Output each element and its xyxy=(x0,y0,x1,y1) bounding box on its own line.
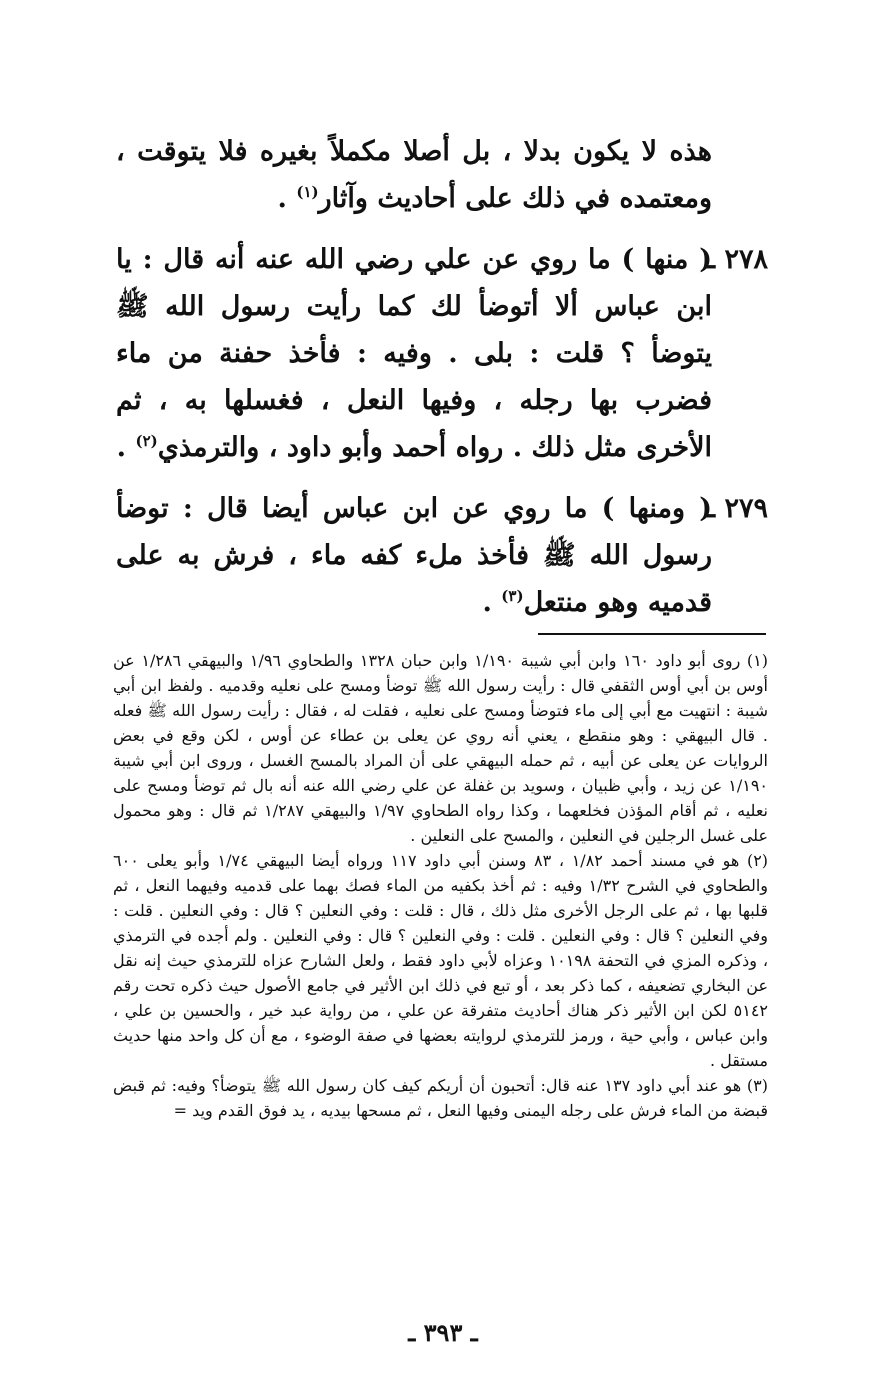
intro-text: هذه لا يكون بدلا ، بل أصلا مكملاً بغيره فلا يتوقت ، ومعتمده في ذلك على أحاديث وآثار xyxy=(116,136,712,214)
footnote-1: (١) روى أبو داود ١٦٠ وابن أبي شيبة ١/١٩٠ وابن حبان ١٣٢٨ والطحاوي ١/٩٦ والبيهقي ١/٢٨٦ عن أوس بن أبي أوس الثقفي قال : رأيت رسول الله ﷺ توضأ ومسح على نعليه وقدميه . ولفظ ابن أبي شيبة : انتهيت مع أبي إلى ماء فتوضأ ومسح على نعليه ، فقلت له ، فقال : رأيت رسول الله ﷺ فعله . قال البيهقي : وهو منقطع ، يعني أنه روي عن يعلى بن عطاء عن أوس ، لكن وقع في بعض الروايات عن يعلى عن أبيه ، ثم حمله البيهقي على أن المراد بالمسح الغسل ، وروى ابن أبي شيبة ١/١٩٠ عن زيد ، وأبي ظبيان ، وسويد بن غفلة عن علي رضي الله عنه أنه بال ثم توضأ ومسح على نعليه ، ثم أقام المؤذن فخلعهما ، وكذا رواه الطحاوي ١/٩٧ والبيهقي ١/٢٨٧ ثم قال : وهو محمول على غسل الرجلين في النعلين ، والمسح على النعلين . xyxy=(113,651,768,845)
footnote-ref-2: (٢) xyxy=(135,432,158,450)
footnote-2: (٢) هو في مسند أحمد ١/٨٢ ، ٨٣ وسنن أبي داود ١١٧ ورواه أيضا البيهقي ١/٧٤ وأبو يعلى ٦٠٠ والطحاوي في الشرح ١/٣٢ وفيه : ثم أخذ بكفيه من الماء فصك بهما على قدميه وفيهما النعل ، ثم قلبها بها ، ثم على الرجل الأخرى مثل ذلك ، قال : قلت : وفي النعلين ؟ قال : وفي النعلين . قلت : وفي النعلين ؟ قال : وفي النعلين . قلت : وفي النعلين ؟ قال : وفي النعلين . ولم أجده في الترمذي ، وذكره المزي في التحفة ١٠١٩٨ وعزاه لأبي داود فقط ، ولعل الشارح عزاه للترمذي حيث إنه نقل عن البخاري تضعيفه ، كما ذكر بعد ، أو تبع في ذلك ابن الأثير في جامع الأصول حيث ذكره تحت رقم ٥١٤٢ لكن ابن الأثير ذكر هناك أحاديث متفرقة عن علي ، من رواية عبد خير ، والحسين بن علي ، وابن عباس ، وأبي حية ، ورمز للترمذي لروايته بعضها في صفة الوضوء ، مع أن كل واحد منها حديث مستقل . xyxy=(113,851,769,1070)
footnote-3: (٣) هو عند أبي داود ١٣٧ عنه قال: أتحبون أن أريكم كيف كان رسول الله ﷺ يتوضأ؟ وفيه: ثم قبض قبضة من الماء فرش على رجله اليمنى وفيها النعل ، ثم مسحها بيديه ، يد فوق القدم ويد = xyxy=(113,1076,768,1120)
intro-paragraph xyxy=(116,128,768,222)
footnote-ref-1: (١) xyxy=(296,183,319,201)
hadith-279 xyxy=(116,485,768,626)
footnote-ref-3: (٣) xyxy=(501,587,524,605)
hadith-text-279: ( ومنها ) ما روي عن ابن عباس أيضا قال : توضأ رسول الله ﷺ فأخذ ملء كفه ماء ، فرش به على قدميه وهو منتعل xyxy=(116,493,712,618)
hadith-number-279: ٢٧٩ ـ xyxy=(707,493,768,524)
hadith-end-278: . xyxy=(116,432,136,463)
footnote-separator xyxy=(538,633,766,635)
hadith-278 xyxy=(116,236,768,471)
hadith-end-279: . xyxy=(482,587,502,618)
main-text xyxy=(116,128,768,640)
hadith-number-278: ٢٧٨ ـ xyxy=(707,244,768,275)
page-number: ـ ٣٩٣ ـ xyxy=(408,1318,478,1347)
intro-end: . xyxy=(277,183,297,214)
hadith-text-278: ( منها ) ما روي عن علي رضي الله عنه أنه قال : يا ابن عباس ألا أتوضأ لك كما رأيت رسول الله ﷺ يتوضأ ؟ قلت : بلى . وفيه : فأخذ حفنة من ماء فضرب بها رجله ، وفيها النعل ، فغسلها به ، ثم الأخرى مثل ذلك . رواه أحمد وأبو داود ، والترمذي xyxy=(116,244,712,463)
footnotes xyxy=(113,648,768,1123)
